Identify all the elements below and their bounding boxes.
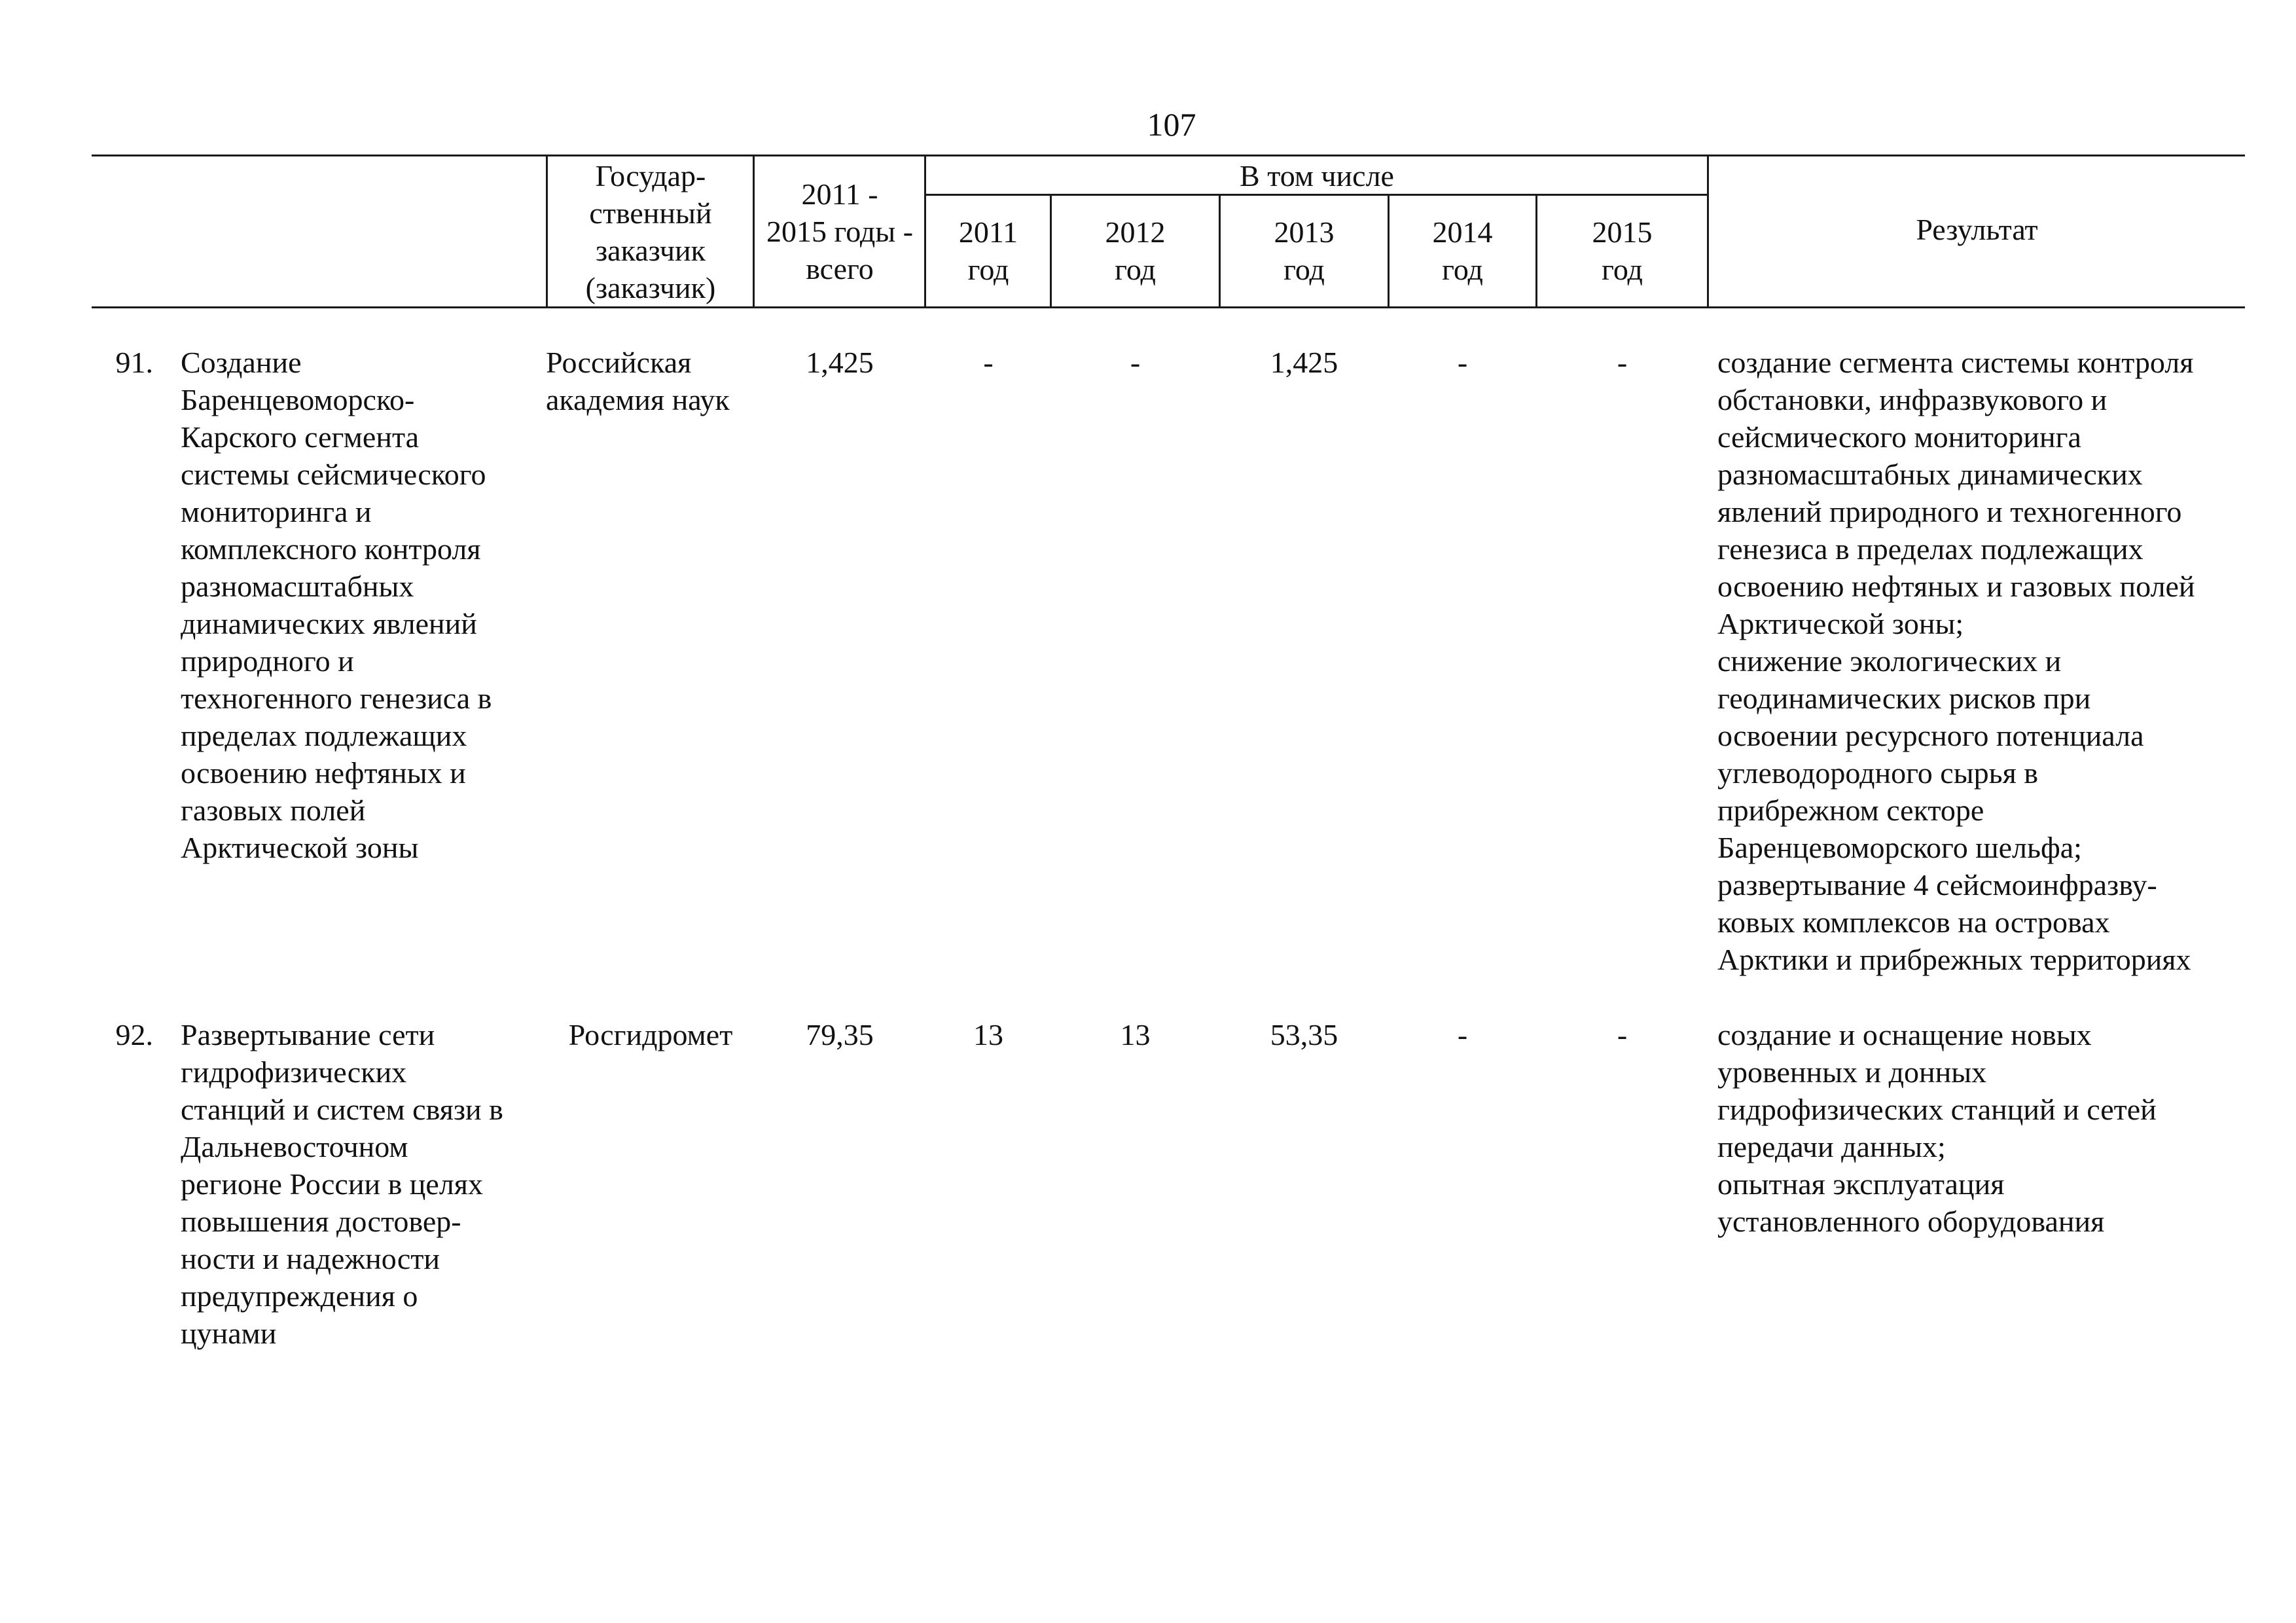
- row-2013: 53,35: [1270, 1018, 1338, 1051]
- header-year-2011: 2011 год: [958, 215, 1018, 286]
- row-2014: -: [1457, 1018, 1468, 1051]
- header-top-rule: [92, 155, 2245, 156]
- row-2013: 1,425: [1270, 346, 1338, 379]
- row-2012: 13: [1120, 1018, 1151, 1051]
- row-customer: Российская академия наук: [546, 346, 730, 416]
- header-including: В том числе: [1240, 159, 1394, 192]
- row-name: Создание Баренцевоморско- Карского сегмента системы сейсмического мониторинга и комплексного контроля разномасштабных динамических явлений природного и техногенного генезиса в пределах подлежащих освоению нефтяных и газовых полей Арктической зоны: [181, 346, 492, 864]
- header-result: Результат: [1916, 213, 2038, 246]
- header-customer: Государ- ственный заказчик (заказчик): [585, 159, 716, 304]
- row-name: Развертывание сети гидрофизических станций и систем связи в Дальневосточном регионе России в целях повышения достовер- ности и надежности предупреждения о цунами: [181, 1018, 503, 1350]
- row-total: 1,425: [806, 346, 874, 379]
- row-2011: -: [983, 346, 994, 379]
- row-total: 79,35: [806, 1018, 874, 1051]
- row-2014: -: [1457, 346, 1468, 379]
- row-2015: -: [1617, 346, 1628, 379]
- row-result: создание и оснащение новых уровенных и донных гидрофизических станций и сетей передачи данных; опытная эксплуатация установленного оборудования: [1717, 1018, 2157, 1238]
- header-year-2015: 2015 год: [1592, 215, 1653, 286]
- header-total: 2011 - 2015 годы - всего: [766, 177, 914, 285]
- col-divider: [753, 155, 755, 308]
- row-2011: 13: [973, 1018, 1003, 1051]
- row-customer: Росгидромет: [568, 1018, 733, 1051]
- header-year-2013: 2013 год: [1274, 215, 1335, 286]
- row-2012: -: [1130, 346, 1141, 379]
- page-number: 107: [1147, 106, 1196, 143]
- row-2015: -: [1617, 1018, 1628, 1051]
- header-year-2012: 2012 год: [1105, 215, 1166, 286]
- header-year-2014: 2014 год: [1432, 215, 1493, 286]
- header-bottom-rule: [92, 306, 2245, 308]
- row-result: создание сегмента системы контроля обстановки, инфразвукового и сейсмического мониторинга разномасштабных динамических явлений природного и техногенного генезиса в пределах подлежащих освоению нефтяных и газовых полей Арктической зоны; снижение экологических и геодинамических рисков при освоении ресурсного потенциала углеводородного сырья в прибрежном секторе Баренцевоморского шельфа; развертывание 4 сейсмоинфразву- ковых комплексов на островах Арктики и прибрежных территориях: [1717, 346, 2195, 976]
- col-divider: [924, 155, 926, 308]
- row-number: 91.: [115, 346, 153, 379]
- row-number: 92.: [115, 1018, 153, 1051]
- col-divider: [546, 155, 548, 308]
